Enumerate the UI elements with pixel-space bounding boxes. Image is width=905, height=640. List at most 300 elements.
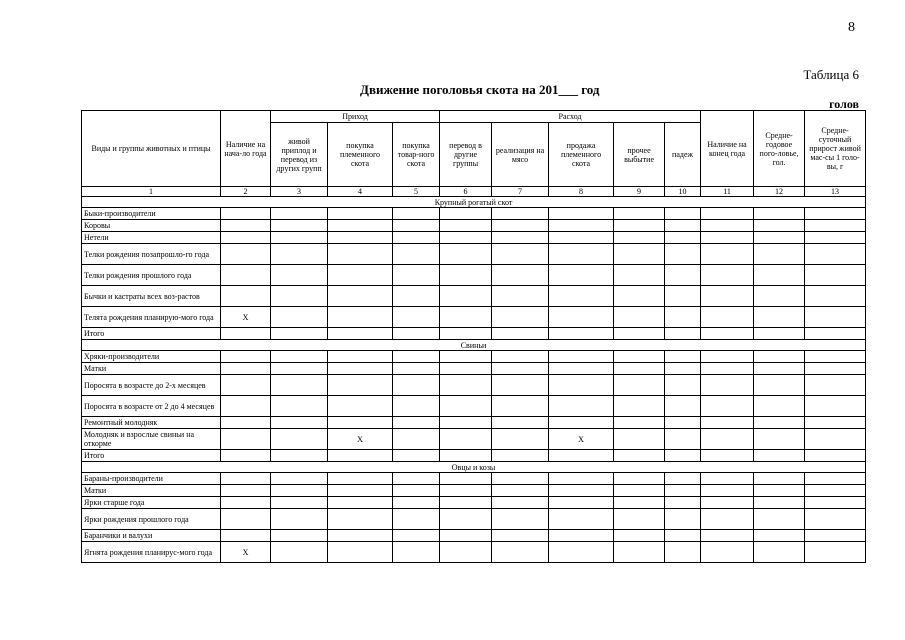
table-row — [82, 363, 866, 375]
table-cell — [754, 497, 805, 509]
table-cell — [549, 485, 614, 497]
table-cell — [221, 417, 271, 429]
table-cell — [701, 220, 754, 232]
table-row — [82, 208, 866, 220]
table-cell — [328, 265, 393, 286]
table-cell — [549, 307, 614, 328]
table-cell — [440, 220, 492, 232]
table-cell — [665, 417, 701, 429]
table-cell — [805, 286, 866, 307]
table-row — [82, 417, 866, 429]
table-cell — [328, 363, 393, 375]
table-cell — [271, 208, 328, 220]
section-title: Крупный рогатый скот — [82, 197, 866, 208]
table-cell — [221, 286, 271, 307]
row-label: Ягнята рождения планирус-мого года — [82, 542, 221, 563]
table-cell — [701, 509, 754, 530]
table-cell: X — [221, 307, 271, 328]
column-number: 5 — [393, 187, 440, 197]
table-cell — [271, 363, 328, 375]
header-breeding-purchase: покупка племенного скота — [328, 123, 393, 187]
table-cell — [701, 328, 754, 340]
table-cell — [614, 307, 665, 328]
table-cell — [492, 396, 549, 417]
table-cell — [614, 417, 665, 429]
table-cell — [754, 351, 805, 363]
table-cell — [665, 485, 701, 497]
table-row — [82, 286, 866, 307]
table-cell — [492, 530, 549, 542]
header-meat-sale: реализация на мясо — [492, 123, 549, 187]
table-cell — [492, 286, 549, 307]
table-cell — [492, 375, 549, 396]
table-cell — [328, 396, 393, 417]
table-body — [82, 197, 866, 563]
table-cell — [665, 473, 701, 485]
table-cell — [271, 497, 328, 509]
table-cell — [492, 351, 549, 363]
table-cell — [440, 417, 492, 429]
table-cell — [701, 286, 754, 307]
table-cell — [805, 244, 866, 265]
table-cell — [665, 244, 701, 265]
table-cell — [754, 450, 805, 462]
column-number: 2 — [221, 187, 271, 197]
table-cell — [492, 450, 549, 462]
table-cell — [440, 363, 492, 375]
section-row — [82, 462, 866, 473]
column-number: 7 — [492, 187, 549, 197]
table-cell — [393, 232, 440, 244]
header-transfer-out: перевод в другие группы — [440, 123, 492, 187]
table-cell — [440, 509, 492, 530]
table-row — [82, 509, 866, 530]
table-cell — [328, 473, 393, 485]
table-cell: X — [328, 429, 393, 450]
table-cell — [549, 244, 614, 265]
table-cell — [754, 208, 805, 220]
table-cell — [492, 328, 549, 340]
document-title: Движение поголовья скота на 201___ год — [360, 82, 600, 97]
column-number: 11 — [701, 187, 754, 197]
table-cell — [393, 497, 440, 509]
table-row — [82, 328, 866, 340]
table-cell — [665, 232, 701, 244]
table-cell — [665, 530, 701, 542]
table-cell — [805, 363, 866, 375]
table-cell — [393, 417, 440, 429]
row-label: Телки рождения прошлого года — [82, 265, 221, 286]
table-cell — [665, 429, 701, 450]
table-cell — [549, 375, 614, 396]
header-commercial-purchase: покупка товар-ного скота — [393, 123, 440, 187]
table-cell — [221, 265, 271, 286]
row-label: Ярки рождения прошлого года — [82, 509, 221, 530]
row-label: Бараны-производители — [82, 473, 221, 485]
table-cell — [221, 232, 271, 244]
table-cell — [393, 509, 440, 530]
column-number: 6 — [440, 187, 492, 197]
table-cell — [492, 244, 549, 265]
table-cell — [754, 265, 805, 286]
row-label: Итого — [82, 328, 221, 340]
table-cell — [328, 286, 393, 307]
header-mortality: падеж — [665, 123, 701, 187]
header-income: Приход — [271, 111, 440, 123]
table-cell — [393, 473, 440, 485]
column-number: 3 — [271, 187, 328, 197]
table-cell — [701, 417, 754, 429]
table-cell — [754, 396, 805, 417]
table-cell — [549, 286, 614, 307]
table-cell — [701, 363, 754, 375]
table-cell — [440, 396, 492, 417]
column-number: 13 — [805, 187, 866, 197]
table-cell — [665, 542, 701, 563]
table-cell — [440, 307, 492, 328]
table-cell — [805, 208, 866, 220]
table-cell — [328, 328, 393, 340]
table-cell — [805, 450, 866, 462]
table-cell — [665, 363, 701, 375]
table-cell: X — [549, 429, 614, 450]
table-cell — [440, 485, 492, 497]
table-cell — [221, 208, 271, 220]
row-label: Быки-производители — [82, 208, 221, 220]
row-label: Ремонтный молодняк — [82, 417, 221, 429]
table-cell — [271, 473, 328, 485]
table-cell — [805, 307, 866, 328]
table-cell — [614, 328, 665, 340]
table-cell — [328, 542, 393, 563]
row-label: Телки рождения позапрошло-го года — [82, 244, 221, 265]
table-cell — [665, 450, 701, 462]
header-species: Виды и группы животных и птицы — [82, 111, 221, 187]
table-cell — [492, 417, 549, 429]
table-cell — [754, 530, 805, 542]
table-row — [82, 485, 866, 497]
table-cell — [549, 509, 614, 530]
header-breeding-sale: продажа племенного скота — [549, 123, 614, 187]
row-label: Ярки старше года — [82, 497, 221, 509]
column-numbers-row — [82, 187, 866, 197]
table-cell — [393, 375, 440, 396]
table-cell — [614, 530, 665, 542]
row-label: Поросята в возрасте до 2-х месяцев — [82, 375, 221, 396]
table-cell — [271, 429, 328, 450]
header-expense: Расход — [440, 111, 701, 123]
table-cell — [614, 429, 665, 450]
table-cell — [271, 232, 328, 244]
table-cell — [492, 232, 549, 244]
table-cell — [492, 265, 549, 286]
table-row — [82, 351, 866, 363]
table-row — [82, 307, 866, 328]
table-cell — [271, 375, 328, 396]
column-number: 9 — [614, 187, 665, 197]
table-cell — [271, 542, 328, 563]
row-label: Матки — [82, 485, 221, 497]
table-cell — [754, 307, 805, 328]
table-cell — [701, 497, 754, 509]
table-cell — [440, 208, 492, 220]
table-cell — [701, 307, 754, 328]
table-cell — [805, 497, 866, 509]
header-avg-headcount: Средне-годовое пого-ловье, гол. — [754, 111, 805, 187]
table-cell — [754, 429, 805, 450]
table-cell — [221, 244, 271, 265]
table-cell — [665, 328, 701, 340]
table-cell — [549, 220, 614, 232]
table-cell — [440, 286, 492, 307]
table-cell — [492, 363, 549, 375]
header-daily-gain: Средне-суточный прирост живой мас-сы 1 голо-вы, г — [805, 111, 866, 187]
table-cell — [492, 473, 549, 485]
table-cell — [328, 208, 393, 220]
table-cell — [440, 265, 492, 286]
table-cell — [754, 542, 805, 563]
table-cell — [492, 307, 549, 328]
section-row — [82, 197, 866, 208]
table-cell — [221, 485, 271, 497]
table-cell — [271, 509, 328, 530]
table-cell — [754, 220, 805, 232]
table-cell — [393, 530, 440, 542]
table-cell — [393, 396, 440, 417]
table-row — [82, 375, 866, 396]
table-cell — [701, 485, 754, 497]
table-cell — [440, 244, 492, 265]
table-cell — [665, 497, 701, 509]
table-cell — [393, 244, 440, 265]
table-cell — [221, 429, 271, 450]
table-cell — [754, 244, 805, 265]
table-row — [82, 265, 866, 286]
row-label: Поросята в возрасте от 2 до 4 месяцев — [82, 396, 221, 417]
row-label: Баранчики и валухи — [82, 530, 221, 542]
table-cell — [614, 363, 665, 375]
table-cell — [805, 509, 866, 530]
table-cell — [701, 244, 754, 265]
table-cell — [492, 542, 549, 563]
table-cell — [614, 497, 665, 509]
section-title: Свиньи — [82, 340, 866, 351]
section-row — [82, 340, 866, 351]
table-cell — [549, 497, 614, 509]
table-cell — [328, 417, 393, 429]
table-cell — [754, 473, 805, 485]
table-cell — [393, 328, 440, 340]
table-cell — [393, 485, 440, 497]
table-cell — [328, 244, 393, 265]
table-row — [82, 220, 866, 232]
table-cell — [549, 542, 614, 563]
row-label: Коровы — [82, 220, 221, 232]
table-cell — [701, 396, 754, 417]
table-cell — [440, 542, 492, 563]
table-cell — [221, 220, 271, 232]
table-cell — [805, 220, 866, 232]
table-cell — [665, 286, 701, 307]
table-cell — [701, 530, 754, 542]
table-cell — [614, 473, 665, 485]
table-label: Таблица 6 — [803, 67, 859, 82]
table-cell — [754, 417, 805, 429]
table-cell — [221, 530, 271, 542]
table-cell — [549, 396, 614, 417]
table-cell — [805, 351, 866, 363]
table-cell — [271, 351, 328, 363]
column-number: 10 — [665, 187, 701, 197]
table-cell — [665, 396, 701, 417]
table-cell — [701, 450, 754, 462]
table-cell — [271, 396, 328, 417]
table-cell — [614, 232, 665, 244]
table-row — [82, 429, 866, 450]
table-cell — [440, 351, 492, 363]
table-cell — [221, 363, 271, 375]
row-label: Нетели — [82, 232, 221, 244]
table-row — [82, 244, 866, 265]
table-cell — [805, 396, 866, 417]
table-row — [82, 497, 866, 509]
table-cell — [805, 265, 866, 286]
table-cell — [701, 473, 754, 485]
table-cell — [440, 375, 492, 396]
table-cell — [754, 363, 805, 375]
table-cell — [440, 473, 492, 485]
table-cell — [549, 265, 614, 286]
table-row — [82, 396, 866, 417]
column-number: 4 — [328, 187, 393, 197]
table-cell — [492, 220, 549, 232]
table-cell — [440, 429, 492, 450]
table-cell — [271, 244, 328, 265]
table-cell — [328, 509, 393, 530]
table-cell — [614, 265, 665, 286]
table-cell — [440, 232, 492, 244]
table-cell — [614, 208, 665, 220]
table-cell — [393, 542, 440, 563]
table-cell — [805, 429, 866, 450]
table-cell — [754, 485, 805, 497]
table-cell: X — [221, 542, 271, 563]
table-cell — [701, 375, 754, 396]
table-cell — [393, 286, 440, 307]
table-cell — [328, 351, 393, 363]
table-cell — [549, 328, 614, 340]
table-cell — [221, 396, 271, 417]
table-cell — [549, 530, 614, 542]
table-cell — [805, 232, 866, 244]
table-cell — [393, 307, 440, 328]
table-cell — [549, 351, 614, 363]
table-cell — [665, 208, 701, 220]
table-cell — [665, 220, 701, 232]
header-birth-transfer: живой приплод и перевод из других групп — [271, 123, 328, 187]
table-cell — [805, 417, 866, 429]
header-start-count: Наличие на нача-ло года — [221, 111, 271, 187]
table-cell — [614, 286, 665, 307]
table-cell — [492, 429, 549, 450]
table-cell — [614, 244, 665, 265]
column-number: 12 — [754, 187, 805, 197]
table-cell — [492, 497, 549, 509]
row-label: Молодняк и взрослые свиньи на откорме — [82, 429, 221, 450]
table-row — [82, 542, 866, 563]
table-cell — [549, 363, 614, 375]
table-cell — [805, 485, 866, 497]
table-cell — [701, 208, 754, 220]
table-cell — [805, 530, 866, 542]
table-cell — [701, 232, 754, 244]
table-cell — [701, 429, 754, 450]
table-cell — [665, 509, 701, 530]
table-cell — [221, 509, 271, 530]
table-cell — [328, 497, 393, 509]
column-number: 1 — [82, 187, 221, 197]
table-row — [82, 473, 866, 485]
table-cell — [492, 509, 549, 530]
row-label: Бычки и кастраты всех воз-растов — [82, 286, 221, 307]
table-cell — [701, 265, 754, 286]
table-cell — [549, 473, 614, 485]
table-cell — [549, 208, 614, 220]
section-title: Овцы и козы — [82, 462, 866, 473]
table-cell — [754, 375, 805, 396]
row-label: Хряки-производители — [82, 351, 221, 363]
table-cell — [393, 429, 440, 450]
table-cell — [665, 351, 701, 363]
table-row — [82, 530, 866, 542]
table-cell — [328, 232, 393, 244]
table-cell — [614, 220, 665, 232]
table-cell — [271, 530, 328, 542]
table-cell — [328, 307, 393, 328]
table-cell — [271, 485, 328, 497]
table-cell — [440, 530, 492, 542]
table-cell — [614, 351, 665, 363]
table-cell — [271, 265, 328, 286]
table-cell — [701, 351, 754, 363]
table-cell — [492, 208, 549, 220]
table-cell — [614, 396, 665, 417]
table-cell — [754, 509, 805, 530]
table-cell — [328, 375, 393, 396]
table-cell — [665, 375, 701, 396]
table-cell — [805, 542, 866, 563]
table-cell — [328, 485, 393, 497]
table-cell — [328, 530, 393, 542]
row-label: Итого — [82, 450, 221, 462]
table-cell — [665, 265, 701, 286]
table-cell — [221, 351, 271, 363]
table-cell — [754, 328, 805, 340]
table-cell — [549, 232, 614, 244]
table-cell — [393, 351, 440, 363]
table-cell — [328, 450, 393, 462]
table-cell — [221, 375, 271, 396]
table-cell — [393, 208, 440, 220]
table-cell — [440, 328, 492, 340]
table-cell — [805, 328, 866, 340]
table-cell — [805, 375, 866, 396]
row-label: Матки — [82, 363, 221, 375]
table-cell — [271, 307, 328, 328]
table-cell — [440, 497, 492, 509]
table-cell — [271, 286, 328, 307]
page-number: 8 — [848, 20, 855, 35]
